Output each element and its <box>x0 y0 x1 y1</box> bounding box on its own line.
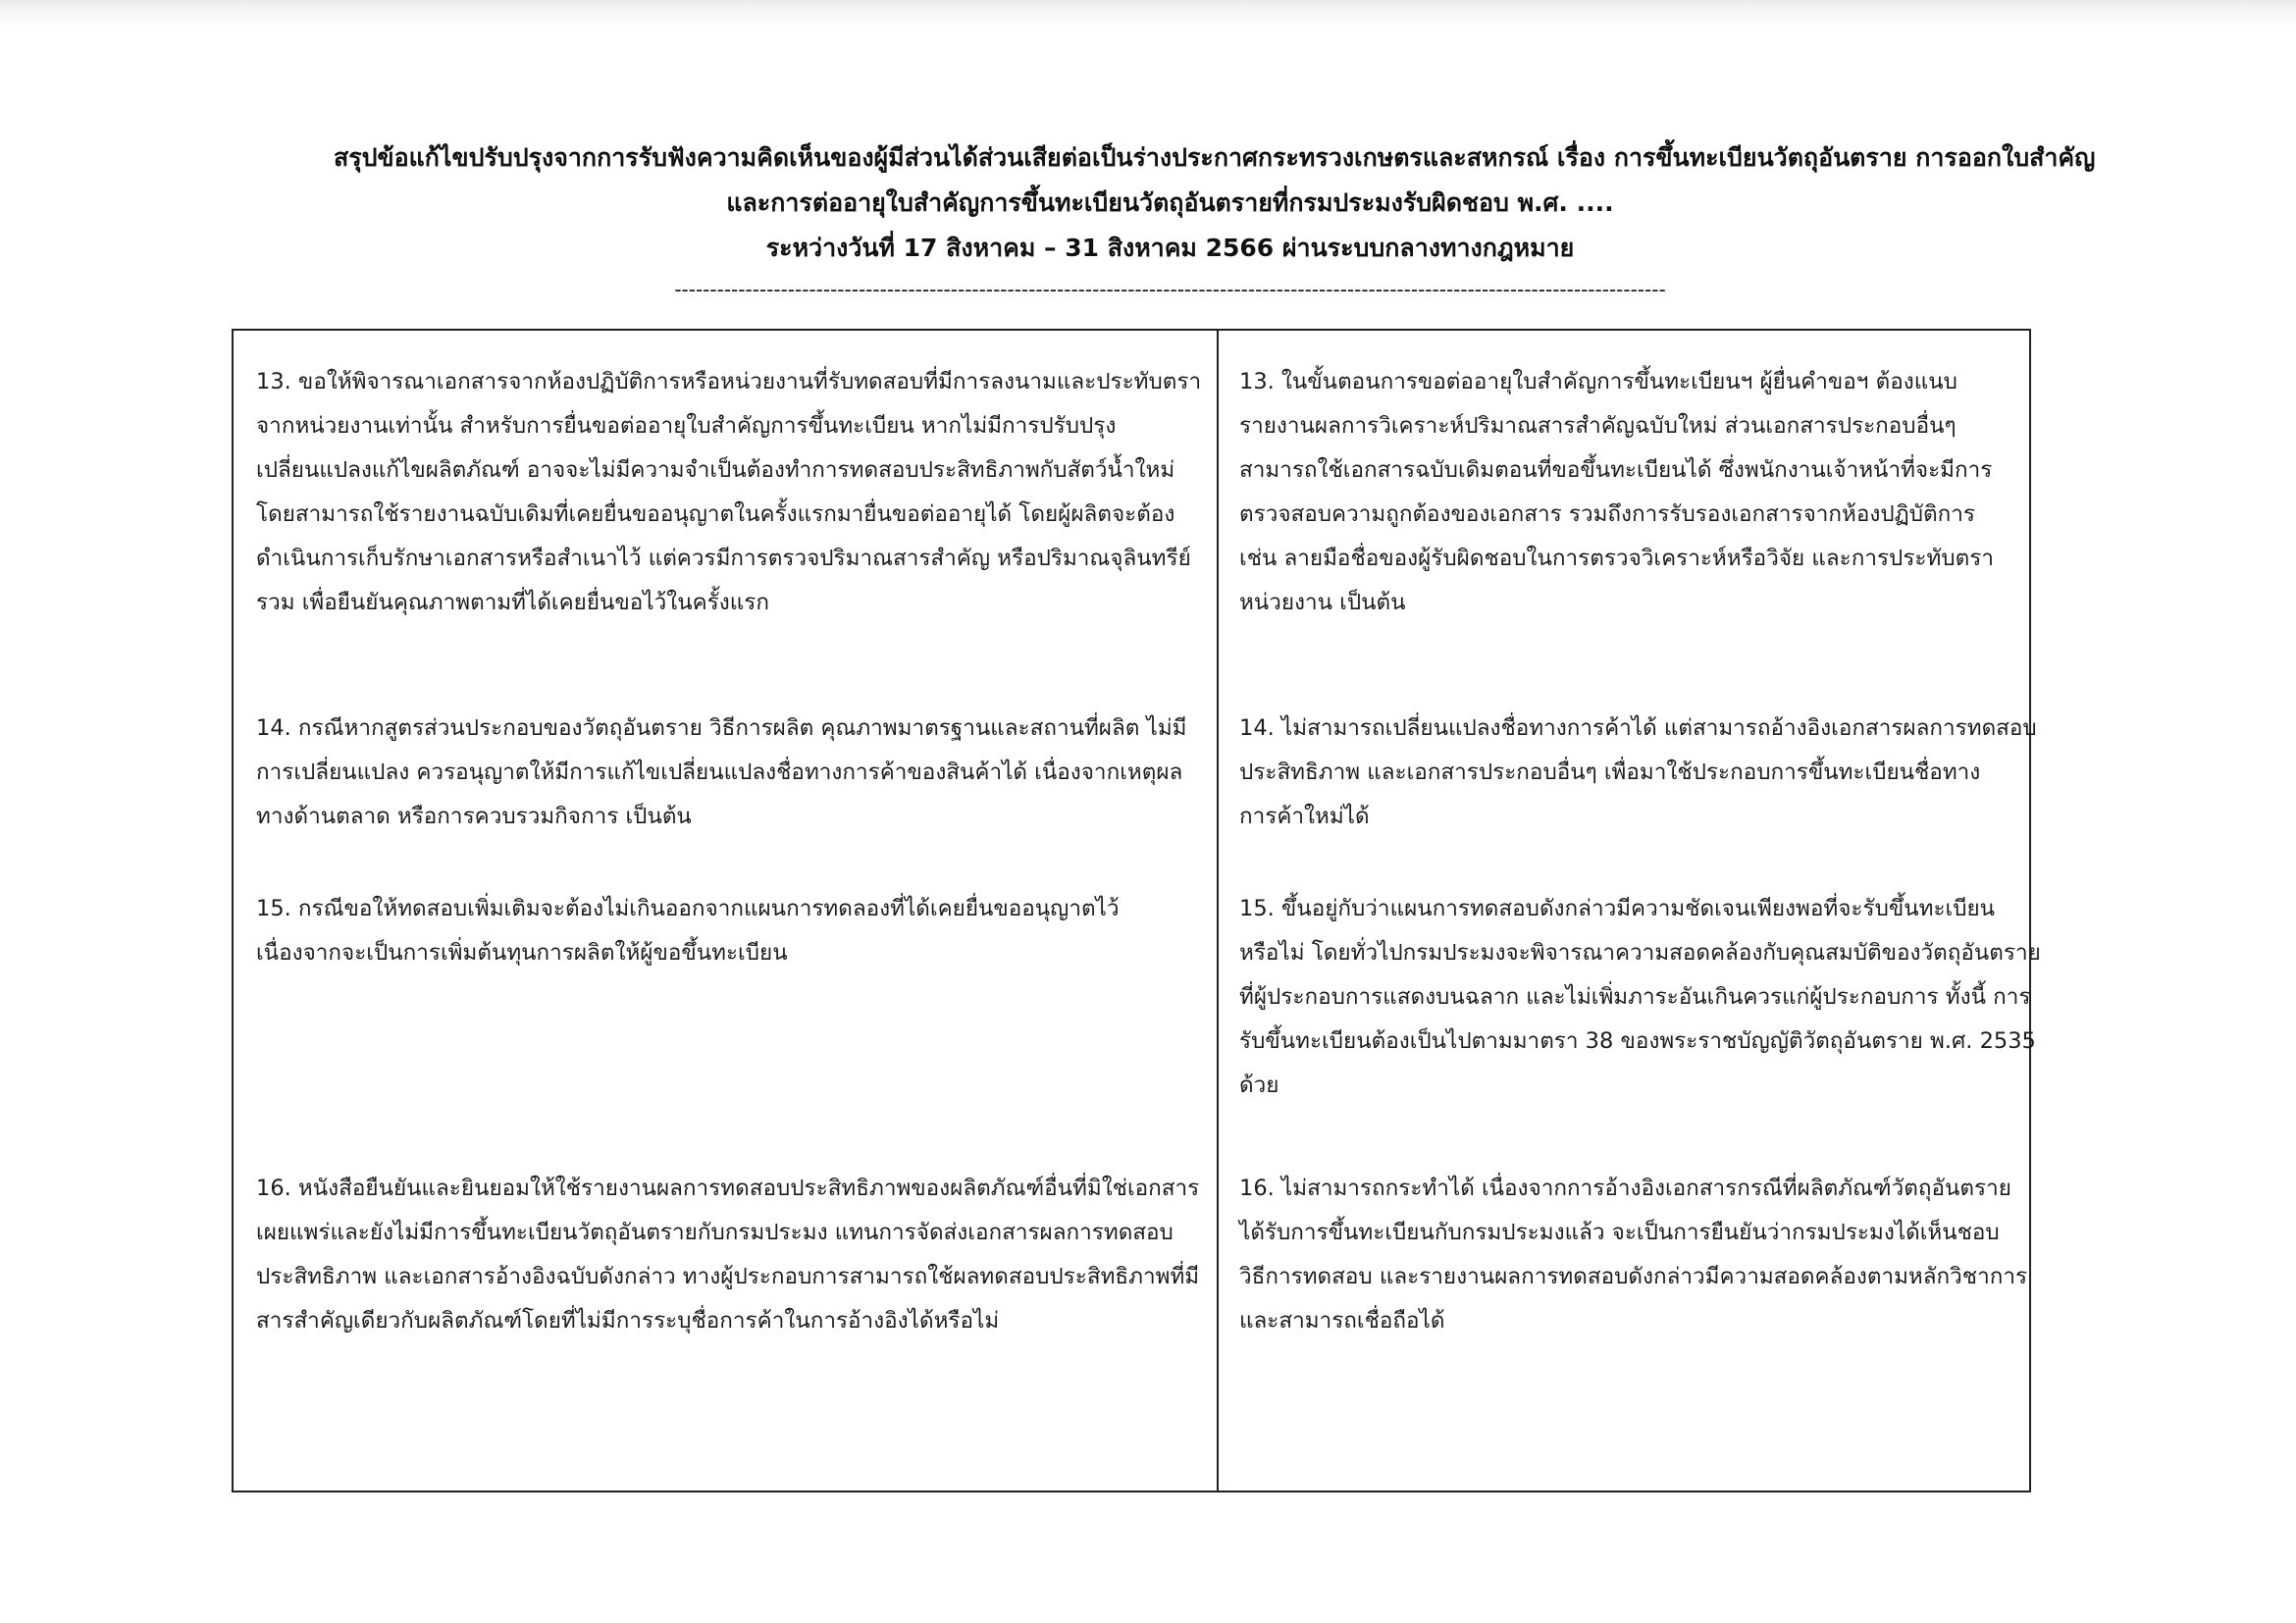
response-15-line: รับขึ้นทะเบียนต้องเป็นไปตามมาตรา 38 ของพระราชบัญญัติวัตถุอันตราย พ.ศ. 2535 <box>1239 1028 2036 1054</box>
comment-13-line: 13. ขอให้พิจารณาเอกสารจากห้องปฏิบัติการหรือหน่วยงานที่รับทดสอบที่มีการลงนามและประทับตรา <box>256 369 1202 394</box>
comment-14-line: ทางด้านตลาด หรือการควบรวมกิจการ เป็นต้น <box>256 804 692 829</box>
response-13-line: หน่วยงาน เป็นต้น <box>1239 590 1406 615</box>
response-16-line: 16. ไม่สามารถกระทำได้ เนื่องจากการอ้างอิงเอกสารกรณีที่ผลิตภัณฑ์วัตถุอันตราย <box>1239 1176 2011 1201</box>
document-header <box>334 135 2096 302</box>
comment-16-line: เผยแพร่และยังไม่มีการขึ้นทะเบียนวัตถุอันตรายกับกรมประมง แทนการจัดส่งเอกสารผลการทดสอบ <box>256 1220 1174 1245</box>
response-15 <box>1239 887 2041 1108</box>
response-15-line: ที่ผู้ประกอบการแสดงบนฉลาก และไม่เพิ่มภาระอันเกินควรแก่ผู้ประกอบการ ทั้งนี้ การ <box>1239 984 2031 1010</box>
header-title-line-1: สรุปข้อแก้ไขปรับปรุงจากการรับฟังความคิดเห็นของผู้มีส่วนได้ส่วนเสียต่อเป็นร่างประกาศกระทรวงเกษตรและสหกรณ์ เรื่อง การขึ้นทะเบียนวัตถุอันตราย การออกใบสำคัญ <box>334 143 2096 172</box>
response-13 <box>1239 360 2019 625</box>
response-16-line: และสามารถเชื่อถือได้ <box>1239 1308 1445 1334</box>
comments-table <box>232 329 2041 1492</box>
response-14-line: ประสิทธิภาพ และเอกสารประกอบอื่นๆ เพื่อมาใช้ประกอบการขึ้นทะเบียนชื่อทาง <box>1239 759 1981 785</box>
comment-13-line: จากหน่วยงานเท่านั้น สำหรับการยื่นขอต่ออายุใบสำคัญการขึ้นทะเบียน หากไม่มีการปรับปรุง <box>256 413 1117 439</box>
comment-13 <box>256 360 1203 625</box>
response-13-line: เช่น ลายมือชื่อของผู้รับผิดชอบในการตรวจวิเคราะห์หรือวิจัย และการประทับตรา <box>1239 546 1994 571</box>
comment-16-line: สารสำคัญเดียวกับผลิตภัณฑ์โดยที่ไม่มีการระบุชื่อการค้าในการอ้างอิงได้หรือไม่ <box>256 1308 1000 1334</box>
scan-top-edge <box>0 0 2296 27</box>
response-13-line: รายงานผลการวิเคราะห์ปริมาณสารสำคัญฉบับใหม่ ส่วนเอกสารประกอบอื่นๆ <box>1239 413 1957 439</box>
response-15-line: ด้วย <box>1239 1073 1279 1098</box>
header-title-line-2: และการต่ออายุใบสำคัญการขึ้นทะเบียนวัตถุอันตรายที่กรมประมงรับผิดชอบ พ.ศ. .... <box>726 188 1614 217</box>
response-16-line: วิธีการทดสอบ และรายงานผลการทดสอบดังกล่าวมีความสอดคล้องตามหลักวิชาการ <box>1239 1264 2028 1289</box>
header-date-line: ระหว่างวันที่ 17 สิงหาคม – 31 สิงหาคม 2566 ผ่านระบบกลางทางกฎหมาย <box>765 234 1575 262</box>
response-16 <box>1239 1167 2028 1343</box>
response-15-line: หรือไม่ โดยทั่วไปกรมประมงจะพิจารณาความสอดคล้องกับคุณสมบัติของวัตถุอันตราย <box>1239 940 2041 966</box>
comment-13-line: ดำเนินการเก็บรักษาเอกสารหรือสำเนาไว้ แต่ควรมีการตรวจปริมาณสารสำคัญ หรือปริมาณจุลินทรีย์ <box>256 546 1191 571</box>
comment-14 <box>256 707 1203 839</box>
response-13-line: สามารถใช้เอกสารฉบับเดิมตอนที่ขอขึ้นทะเบียนได้ ซึ่งพนักงานเจ้าหน้าที่จะมีการ <box>1239 457 1993 483</box>
comment-14-line: การเปลี่ยนแปลง ควรอนุญาตให้มีการแก้ไขเปลี่ยนแปลงชื่อทางการค้าของสินค้าได้ เนื่องจากเหตุผล <box>256 759 1183 785</box>
comment-16-line: ประสิทธิภาพ และเอกสารอ้างอิงฉบับดังกล่าว ทางผู้ประกอบการสามารถใช้ผลทดสอบประสิทธิภาพที่มี <box>256 1264 1200 1289</box>
response-13-line: 13. ในขั้นตอนการขอต่ออายุใบสำคัญการขึ้นทะเบียนฯ ผู้ยื่นคำขอฯ ต้องแนบ <box>1239 369 1957 394</box>
comment-13-line: โดยสามารถใช้รายงานฉบับเดิมที่เคยยื่นขออนุญาตในครั้งแรกมายื่นขอต่ออายุได้ โดยผู้ผลิตจะต้อง <box>256 501 1175 527</box>
response-14 <box>1239 707 2037 839</box>
response-15-line: 15. ขึ้นอยู่กับว่าแผนการทดสอบดังกล่าวมีความชัดเจนเพียงพอที่จะรับขึ้นทะเบียน <box>1239 896 1996 921</box>
response-14-line: การค้าใหม่ได้ <box>1239 804 1370 829</box>
comment-14-line: 14. กรณีหากสูตรส่วนประกอบของวัตถุอันตราย วิธีการผลิต คุณภาพมาตรฐานและสถานที่ผลิต ไม่มี <box>256 715 1187 741</box>
comment-16-line: 16. หนังสือยืนยันและยินยอมให้ใช้รายงานผลการทดสอบประสิทธิภาพของผลิตภัณฑ์อื่นที่มิใช่เอกสาร <box>256 1176 1200 1201</box>
response-13-line: ตรวจสอบความถูกต้องของเอกสาร รวมถึงการรับรองเอกสารจากห้องปฏิบัติการ <box>1239 501 1975 527</box>
column-divider <box>1217 331 1219 1491</box>
comment-13-line: เปลี่ยนแปลงแก้ไขผลิตภัณฑ์ อาจจะไม่มีความจำเป็นต้องทำการทดสอบประสิทธิภาพกับสัตว์น้ำใหม่ <box>256 457 1175 483</box>
comment-15-line: 15. กรณีขอให้ทดสอบเพิ่มเติมจะต้องไม่เกินออกจากแผนการทดลองที่ได้เคยยื่นขออนุญาตไว้ <box>256 896 1120 921</box>
comment-13-line: รวม เพื่อยืนยันคุณภาพตามที่ได้เคยยื่นขอไว้ในครั้งแรก <box>256 590 769 615</box>
comment-15-line: เนื่องจากจะเป็นการเพิ่มต้นทุนการผลิตให้ผู้ขอขึ้นทะเบียน <box>256 940 788 966</box>
comment-16 <box>256 1167 1203 1343</box>
comment-15 <box>256 887 1203 975</box>
response-14-line: 14. ไม่สามารถเปลี่ยนแปลงชื่อทางการค้าได้ แต่สามารถอ้างอิงเอกสารผลการทดสอบ <box>1239 715 2037 741</box>
header-separator: -------------------------------------------------------------------------------------------------------------------------------------------- <box>674 278 1666 301</box>
response-16-line: ได้รับการขึ้นทะเบียนกับกรมประมงแล้ว จะเป็นการยืนยันว่ากรมประมงได้เห็นชอบ <box>1239 1220 2000 1245</box>
